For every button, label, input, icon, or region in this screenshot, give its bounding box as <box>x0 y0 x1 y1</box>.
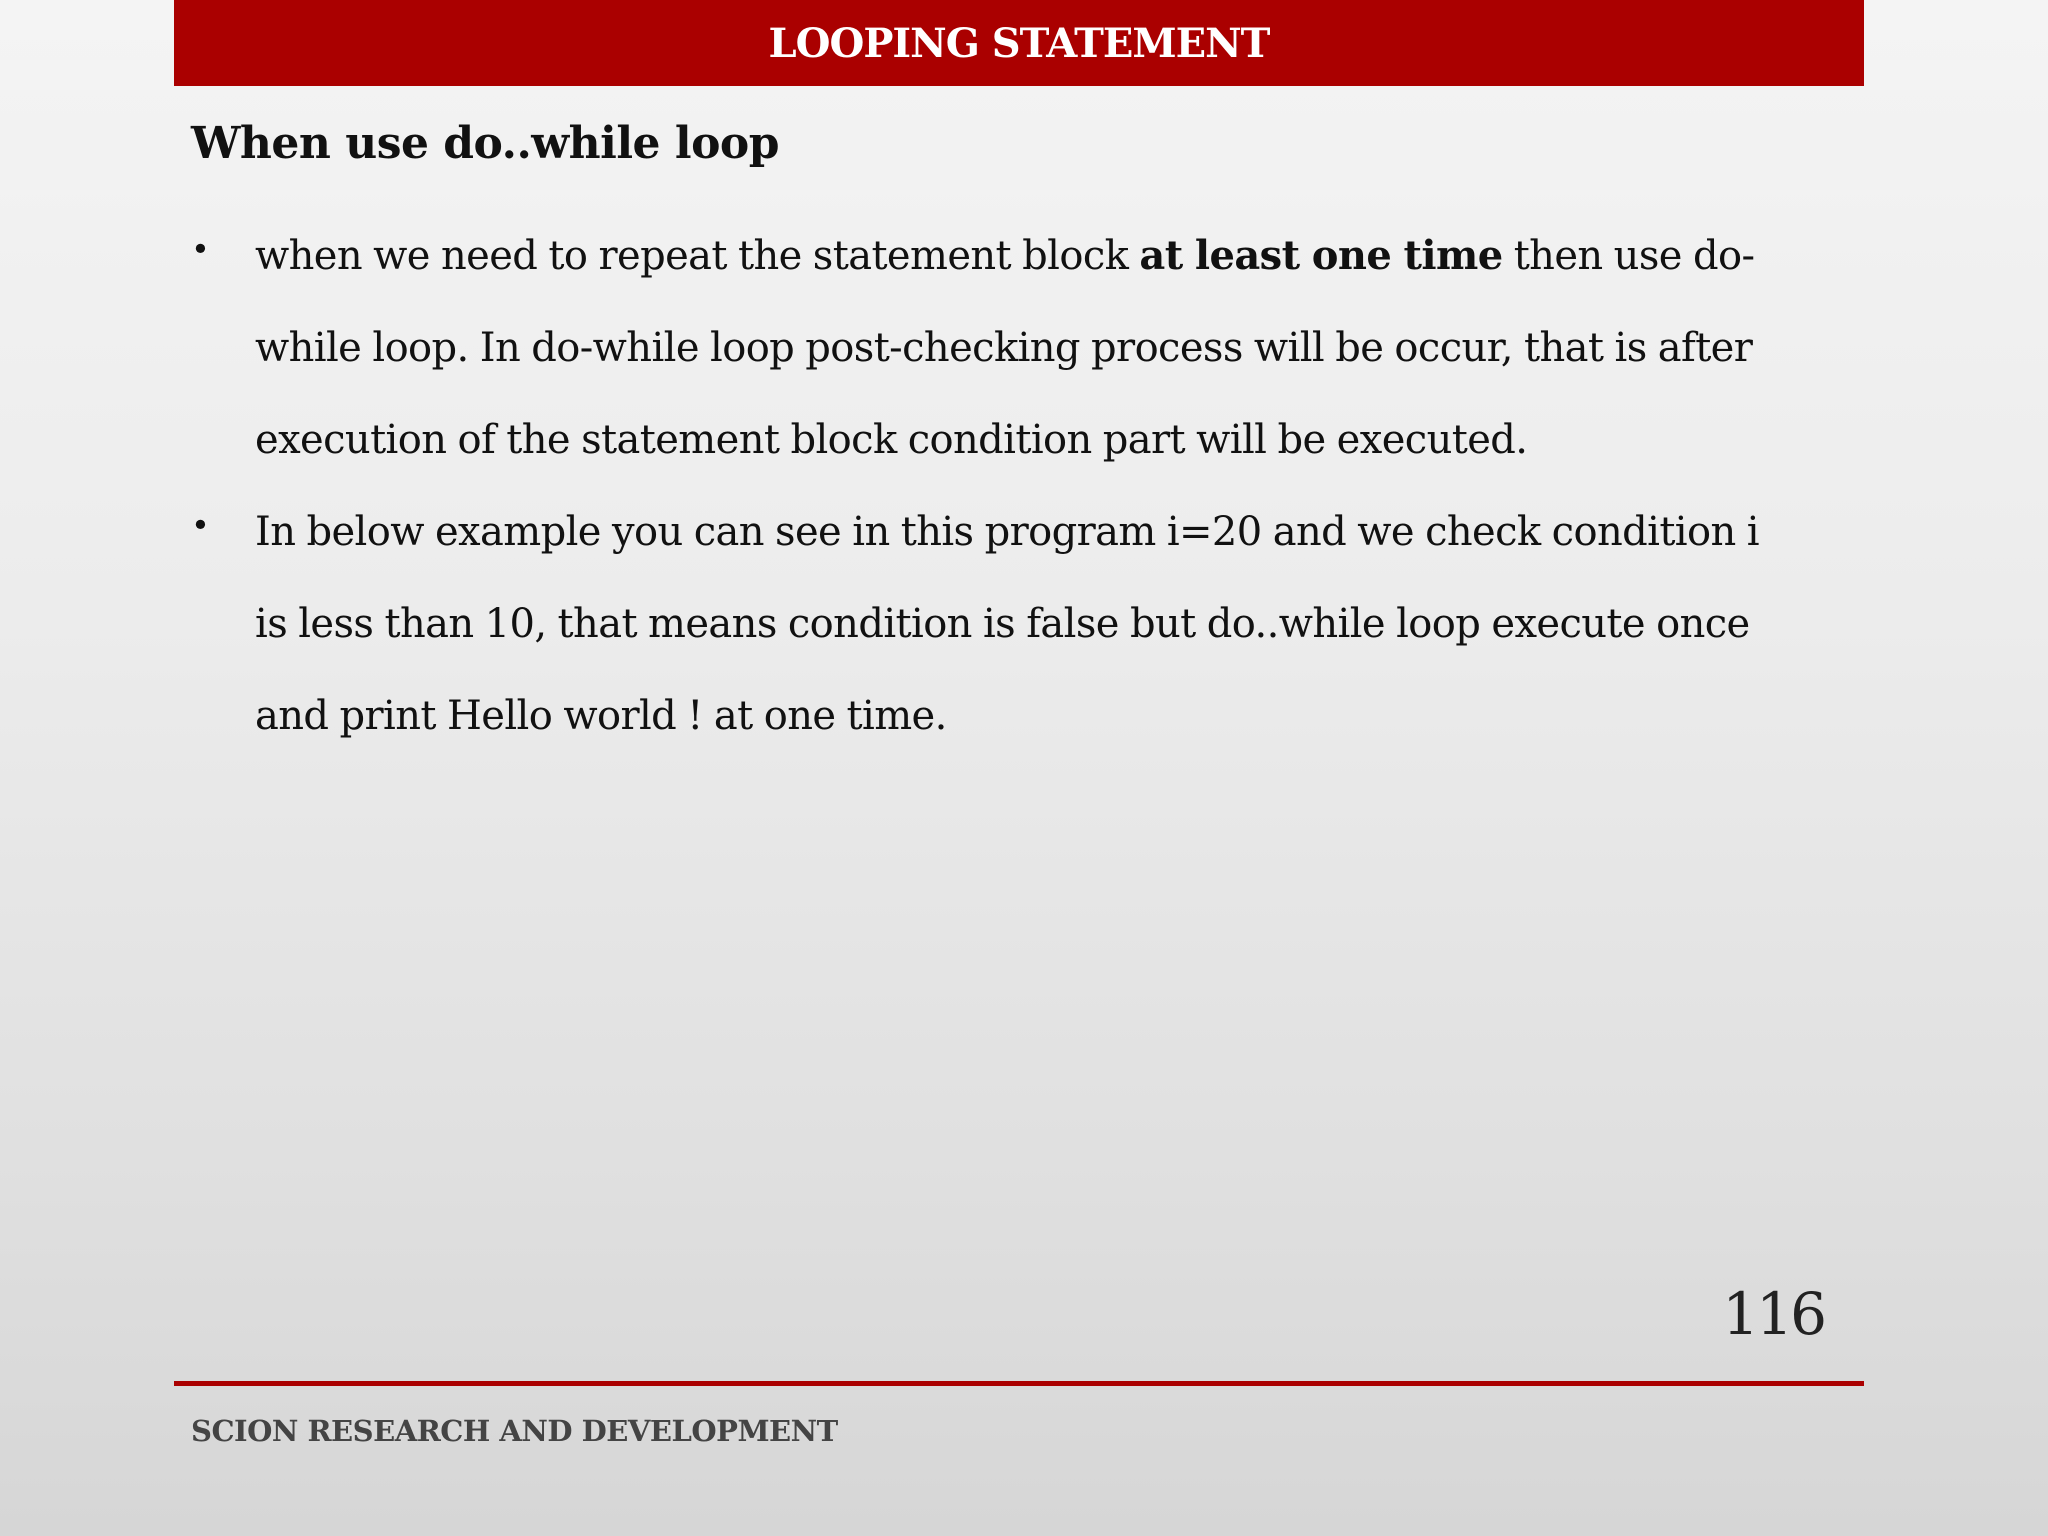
bullet-1-text-a: when we need to repeat the statement block <box>255 233 1140 279</box>
bullet-1-text-b: then use do- <box>1502 233 1755 279</box>
section-heading: When use do..while loop <box>191 118 780 169</box>
bullet-1-line-2: while loop. In do-while loop post-checking process will be occur, that is after <box>255 325 1753 371</box>
page-number: 116 <box>1722 1280 1824 1348</box>
bullet-item-2 <box>191 486 1841 762</box>
bullet-2-line-1: In below example you can see in this program i=20 and we check condition i <box>255 509 1759 555</box>
bullet-item-1 <box>191 210 1841 486</box>
footer-divider <box>174 1381 1864 1386</box>
bullet-2-line-3: and print Hello world ! at one time. <box>255 693 947 739</box>
bullet-1-line-3: execution of the statement block condition part will be executed. <box>255 417 1528 463</box>
bullet-1-line-1 <box>255 210 1841 302</box>
bullet-icon: • <box>191 230 210 268</box>
bullet-2-line-2: is less than 10, that means condition is false but do..while loop execute once <box>255 601 1750 647</box>
title-bar <box>174 0 1864 86</box>
footer-organization: SCION RESEARCH AND DEVELOPMENT <box>191 1414 838 1448</box>
bullet-list <box>191 210 1841 762</box>
bullet-1-emphasis: at least one time <box>1139 232 1503 279</box>
bullet-icon: • <box>191 506 210 544</box>
slide-title: LOOPING STATEMENT <box>768 19 1270 67</box>
